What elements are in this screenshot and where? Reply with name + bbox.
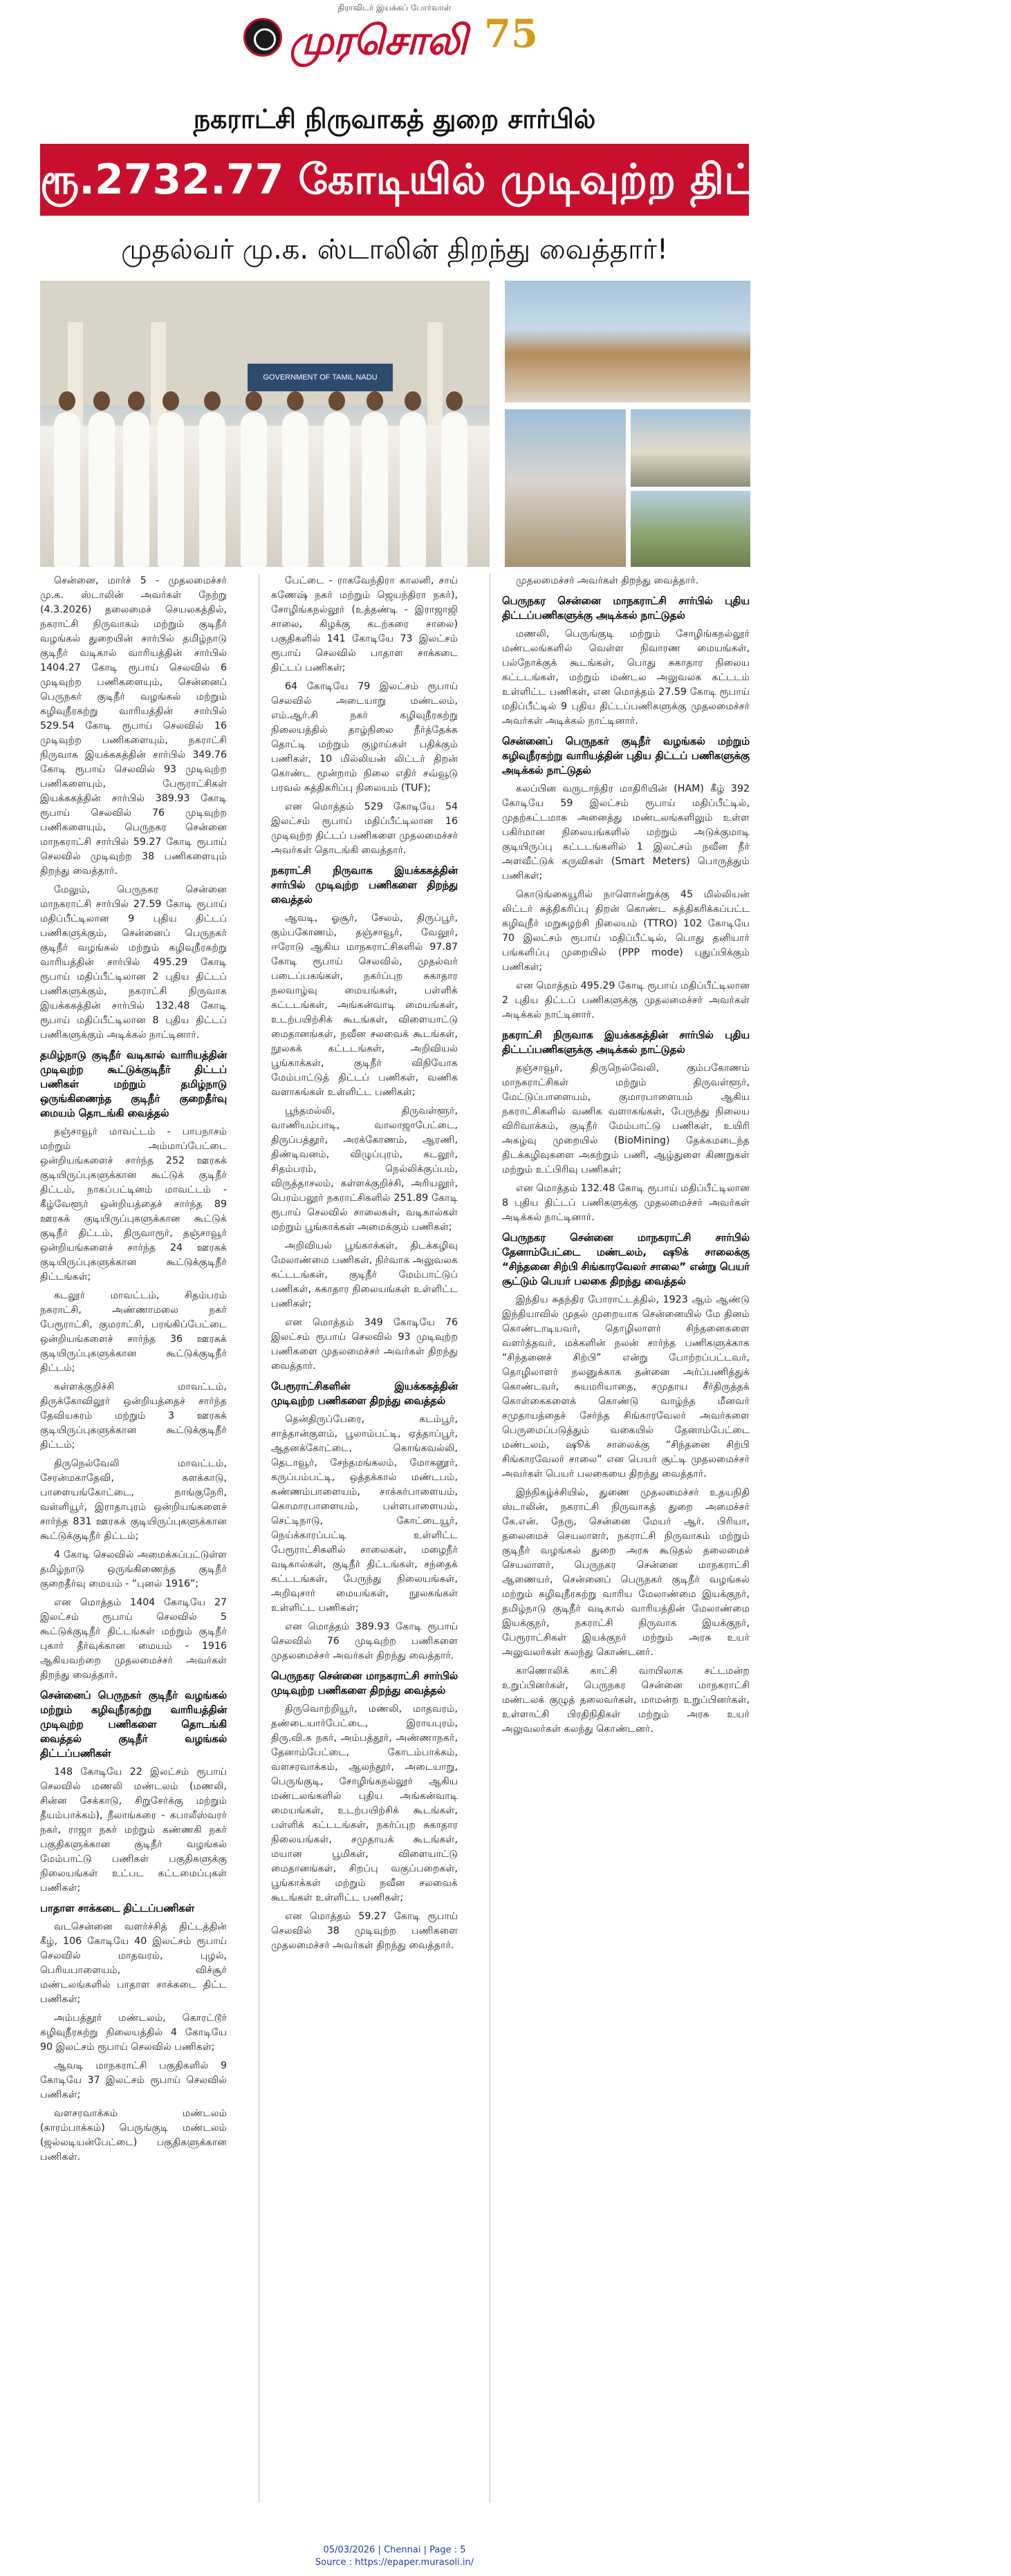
article-column-2	[271, 574, 458, 2503]
anniversary-badge	[484, 11, 538, 59]
paragraph: மேலும், பெருநகர சென்னை மாநகராட்சி சார்பில் 27.59 கோடி ரூபாய் மதிப்பீட்டிலான 9 புதிய திட்டப் பணிகளுக்கும், சென்னைப் பெருநகர் குடிநீர் வழங்கல் மற்றும் கழிவுநீரகற்று வாரியத்தின் சார்பில் 495.29 கோடி ரூபாய் மதிப்பீட்டிலான 2 புதிய திட்டப் பணிகளுக்கும், நகராட்சி நிருவாக இயக்ககத்தின் சார்பில் 132.48 கோடி ரூபாய் மதிப்பீட்டிலான 8 புதிய திட்டப் பணிகளுக்கும் அடிக்கல் நாட்டினார்.	[40, 884, 227, 1040]
paragraph: சென்னை, மார்ச் 5 - முதலமைச்சர் மு.க. ஸ்டாலின் அவர்கள் நேற்று (4.3.2026) தலைமைச் செயலகத்தில், நகராட்சி நிருவாகம் மற்றும் குடிநீர் வழங்கல் துறையின் சார்பில் தமிழ்நாடு குடிநீர் வடிகால் வாரியத்தின் சார்பில் 1404.27 கோடி ரூபாய் செலவில் 6 முடிவுற்ற பணிகளையும், சென்னைப் பெருநகர் குடிநீர் வழங்கல் மற்றும் கழிவுநீரகற்று வாரியத்தின் சார்பில் 529.54 கோடி ரூபாய் செலவில் 16 முடிவுற்ற பணிகளையும், நகராட்சி நிருவாக இயக்ககத்தின் சார்பில் 349.76 கோடி ரூபாய் செலவில் 93 முடிவுற்ற பணிகளையும், பேரூராட்சிகள் இயக்ககத்தின் சார்பில் 389.93 கோடி ரூபாய் செலவில் 76 முடிவுற்ற பணிகளையும், பெருநகர சென்னை மாநகராட்சி சார்பில் 59.27 கோடி ரூபாய் செலவில் முடிவுற்ற 38 பணிகளையும் திறந்து வைத்தார்.	[40, 575, 227, 877]
footer-source-line[interactable]: Source : https://epaper.murasoli.in/	[315, 2557, 474, 2568]
paragraph: மணலி, பெருங்குடி மற்றும் சோழிங்கநல்லூர் மண்டலங்களில் வெள்ள நிவாரண மையங்கள், பல்நோக்குக் கூடங்கள், பொது சுகாதார நிலைய கட்டடங்கள், மற்றும் மண்டல அலுவலக கட்டடம் உள்ளிட்ட பணிகள், என மொத்தம் 27.59 கோடி ரூபாய் மதிப்பீட்டில் 9 புதிய திட்டப்பணிகளுக்கு முதலமைச்சர் அவர்கள் அடிக்கல் நாட்டினார்.	[502, 628, 750, 727]
paragraph: ஆவடி மாநகராட்சி பகுதிகளில் 9 கோடியே 37 இலட்சம் ரூபாய் செலவில் பணிகள்;	[40, 2060, 227, 2100]
section-heading: பெருநகர சென்னை மாநகராட்சி சார்பில் புதிய திட்டப்பணிகளுக்கு அடிக்கல் நாட்டுதல்	[502, 595, 750, 622]
project-photo-building	[505, 281, 750, 402]
page-footer	[0, 2544, 789, 2569]
paragraph: பேட்டை - ராகவேந்திரா காலனி, சாய் கணேஷ் நகர் மற்றும் ஜெயந்திரா நகர்), சோழிங்கநல்லூர் (உத்தண்டி - இராஜாஜி சாலை, கிழக்கு கடற்கரை சாலை) பகுதிகளில் 141 கோடியே 73 இலட்சம் ரூபாய் செலவில் பாதாள சாக்கடை திட்டப் பணிகள்;	[271, 575, 458, 673]
project-photo-park	[631, 491, 750, 567]
paragraph: என மொத்தம் 132.48 கோடி ரூபாய் மதிப்பீட்டிலான 8 புதிய திட்டப் பணிகளுக்கு முதலமைச்சர் அவர்கள் அடிக்கல் நாட்டினார்.	[502, 1183, 750, 1223]
masthead-tagline: திராவிடர் இயக்கப் போர்வாள்	[337, 3, 452, 12]
article-column-3	[502, 574, 750, 2503]
paragraph: வளசரவாக்கம் மண்டலம் (காரம்பாக்கம்) பெருங்குடி மண்டலம் (ஜல்லடியன்பேட்டை) பகுதிகளுக்கான பணிகள்.	[40, 2108, 227, 2163]
section-heading: பாதாள சாக்கடை திட்டப்பணிகள்	[40, 1903, 194, 1914]
paragraph: தஞ்சாவூர் மாவட்டம் - பாபநாசம் மற்றும் அம்மாப்பேட்டை ஒன்றியங்களைச் சார்ந்த 252 ஊரகக் குடியிருப்புகளுக்கான கூட்டுக் குடிநீர் திட்டம், நாகப்பட்டினம் மாவட்டம் - கீழ்வேளூர் ஒன்றியத்தைச் சார்ந்த 89 ஊரகக் குடியிருப்புகளுக்கான கூட்டுக் குடிநீர் திட்டம், திருவாரூர், தஞ்சாவூர் ஒன்றியங்களைச் சார்ந்த 24 ஊரகக் குடியிருப்புகளுக்கான கூட்டுக்குடிநீர் திட்டங்கள்;	[40, 1126, 227, 1282]
paragraph: இந்நிகழ்ச்சியில், துணை முதலமைச்சர் உதயநிதி ஸ்டாலின், நகராட்சி நிருவாகத் துறை அமைச்சர் கே.என். நேரு, சென்னை மேயர் ஆர். பிரியா, தலைமைச் செயலாளர், நகராட்சி நிருவாகம் மற்றும் குடிநீர் வழங்கல் துறை அரசு கூடுதல் தலைமைச் செயலாளர், பெருநகர சென்னை மாநகராட்சி ஆணையர், சென்னைப் பெருநகர் குடிநீர் வழங்கல் மற்றும் கழிவுநீரகற்று வாரிய மேலாண்மை இயக்குநர், தமிழ்நாடு குடிநீர் வடிகால் வாரியத்தின் மேலாண்மை இயக்குநர், நகராட்சி நிருவாக இயக்குநர், பேரூராட்சிகள் இயக்குநர் மற்றும் அரசு உயர் அலுவலர்கள் கலந்து கொண்டனர்.	[502, 1487, 750, 1658]
paragraph: வடசென்னை வளர்ச்சித் திட்டத்தின் கீழ், 106 கோடியே 40 இலட்சம் ரூபாய் செலவில் மாதவரம், புழல், பெரியபாளையம், விச்சூர் மண்டலங்களில் பாதாள சாக்கடை திட்ட பணிகள்;	[40, 1921, 227, 2005]
section-heading: பெருநகர சென்னை மாநகராட்சி சார்பில் தேனாம்பேட்டை மண்டலம், ஷூக் சாலைக்கு “சிந்தனை சிற்பி சிங்காரவேலர் சாலை” என்று பெயர் சூட்டும் பெயர் பலகை திறந்து வைத்தல்	[502, 1232, 750, 1287]
brand-logo: முரசொலி	[289, 17, 467, 64]
section-heading: சென்னைப் பெருநகர் குடிநீர் வழங்கல் மற்றும் கழிவுநீரகற்று வாரியத்தின் புதிய திட்டப் பணிகளுக்கு அடிக்கல் நாட்டுதல்	[502, 736, 750, 776]
emblem-icon	[243, 18, 282, 57]
paragraph: கள்ளக்குறிச்சி மாவட்டம், திருக்கோவிலூர் ஒன்றியத்தைச் சார்ந்த தேவியகரம் மற்றும் 3 ஊரகக் குடியிருப்புகளுக்கான கூட்டுக்குடிநீர் திட்டம்;	[40, 1381, 227, 1450]
subheadline: முதல்வர் மு.க. ஸ்டாலின் திறந்து வைத்தார்!	[121, 234, 668, 265]
paragraph: 4 கோடி செலவில் அமைக்கப்பட்டுள்ள தமிழ்நாடு ஒருங்கிணைந்த குடிநீர் குறைதீர்வு மையம் - “புனல் 1916”;	[40, 1549, 227, 1589]
main-event-photo	[40, 281, 490, 567]
paragraph: பூந்தமல்லி, திருவள்ளூர், வாணியம்பாடி, வாலாஜாபேட்டை, திருப்பத்தூர், அரக்கோணம், ஆரணி, திண்டிவனம், விழுப்புரம், கடலூர், சிதம்பரம், நெல்லிக்குப்பம், விருத்தாசலம், கள்ளக்குறிச்சி, அரியலூர், பெரம்பலூர் நகராட்சிகளில் 251.89 கோடி ரூபாய் செலவில் சாலைகள், வடிகால்கள் மற்றும் பூங்காக்கள் அமைக்கும் பணிகள்;	[271, 1105, 458, 1233]
masthead	[0, 11, 789, 66]
footer-date-line: 05/03/2026 | Chennai | Page : 5	[323, 2545, 466, 2555]
paragraph: திருநெல்வேலி மாவட்டம், சேரன்மகாதேவி, களக்காடு, பாளையங்கோட்டை, நாங்குநேரி, வள்ளியூர், இராதாபுரம் ஒன்றியங்களைச் சார்ந்த 831 ஊரகக் குடியிருப்புகளுக்கான கூட்டுக்குடிநீர் திட்டம்;	[40, 1458, 227, 1542]
paragraph: 64 கோடியே 79 இலட்சம் ரூபாய் செலவில் அடையாறு மண்டலம், எம்.ஆர்.சி நகர் கழிவுநீரகற்று நிலையத்தில் தாழ்நிலை நீர்த்தேக்க தொட்டி மற்றும் குழாய்கள் பதிக்கும் பணிகள், 10 மில்லியன் லிட்டர் திறன் கொண்ட மூன்றாம் நிலை எதிர் சவ்வூடு பரவல் சுத்திகரிப்பு நிலையம் (TUF);	[271, 681, 458, 794]
department-line: நகராட்சி நிருவாகத் துறை சார்பில்	[193, 104, 596, 134]
paragraph: என மொத்தம் 349 கோடியே 76 இலட்சம் ரூபாய் செலவில் 93 முடிவுற்ற பணிகளை முதலமைச்சர் அவர்கள் திறந்து வைத்தார்.	[271, 1317, 458, 1372]
paragraph: காணொலிக் காட்சி வாயிலாக சட்டமன்ற உறுப்பினர்கள், பெருநகர சென்னை மாநகராட்சி மண்டலக் குழுத் தலைவர்கள், மாமன்ற உறுப்பினர்கள், உள்ளாட்சி பிரதிநிதிகள் மற்றும் அரசு உயர் அலுவலர்கள் கலந்து கொண்டனர்.	[502, 1665, 750, 1735]
section-heading: பெருநகர சென்னை மாநகராட்சி சார்பில் முடிவுற்ற பணிகளை திறந்து வைத்தல்	[271, 1670, 458, 1697]
paragraph: என மொத்தம் 59.27 கோடி ரூபாய் செலவில் 38 முடிவுற்ற பணிகளை முதலமைச்சர் அவர்கள் திறந்து வைத்தார்.	[271, 1911, 458, 1951]
paragraph: என மொத்தம் 495.29 கோடி ரூபாய் மதிப்பீட்டிலான 2 புதிய திட்டப் பணிகளுக்கு முதலமைச்சர் அவர்கள் அடிக்கல் நாட்டினார்.	[502, 980, 750, 1020]
section-heading: தமிழ்நாடு குடிநீர் வடிகால் வாரியத்தின் முடிவுற்ற கூட்டுக்குடிநீர் திட்டப் பணிகள் மற்றும் தமிழ்நாடு ஒருங்கிணைந்த குடிநீர் குறைதீர்வு மையம் தொடங்கி வைத்தல்	[40, 1049, 227, 1119]
project-photo-complex	[505, 409, 626, 567]
paragraph: ஆவடி, ஓசூர், சேலம், திருப்பூர், கும்பகோணம், தஞ்சாவூர், வேலூர், ஈரோடு ஆகிய மாநகராட்சிகளில் 97.87 கோடி ரூபாய் செலவில், முதல்வர் படைப்பகங்கள், நகர்ப்புற சுகாதார நலவாழ்வு மையங்கள், பள்ளிக் கட்டடங்கள், அங்கன்வாடி மையங்கள், உடற்பயிற்சிக் கூடங்கள், விளையாட்டு மைதானங்கள், நவீன சலவைக் கூடங்கள், நூலகக் கட்டடங்கள், அறிவியல் பூங்காக்கள், குடிநீர் விநியோக மேம்பாட்டுத் திட்டப் பணிகள், வணிக வளாகங்கள் உள்ளிட்ட பணிகள்;	[271, 913, 458, 1098]
headline: ரூ.2732.77 கோடியில் முடிவுற்ற திட்டப் பணிகள்!	[40, 144, 749, 216]
paragraph: தென்திருப்பேரை, கடம்பூர், சாத்தான்குளம், பூலாம்பட்டி, ஏத்தாப்பூர், ஆதனக்கோட்டை, கொங்கவல்லி, தெடாவூர், சேந்தமங்கலம், மோகனூர், கருப்பம்பட்டி, ஒத்தக்கால் மண்டபம், கண்ணம்பாளையம், சாக்கர்பாளையம், கொமாரபாளையம், பள்ளபாளையம், செட்டிநாடு, கோட்டையூர், நெய்க்காரப்பட்டி உள்ளிட்ட பேரூராட்சிகளில் சாலைகள், மழைநீர் வடிகால்கள், குடிநீர் திட்டங்கள், சந்தைக் கட்டடங்கள், பேருந்து நிலையங்கள், அறிவுசார் மையங்கள், நூலகங்கள் உள்ளிட்ட பணிகள்;	[271, 1414, 458, 1614]
paragraph: முதலமைச்சர் அவர்கள் திறந்து வைத்தார்.	[516, 575, 699, 586]
paragraph: கலப்பின வருடாந்திர மாதிரியின் (HAM) கீழ் 392 கோடியே 59 இலட்சம் ரூபாய் மதிப்பீட்டில், முதற்கட்டமாக அனைத்து மண்டலங்களிலும் உள்ள பகிர்மான நிலையங்களில் மற்றும் அடுக்குமாடி குடியிருப்பு கட்டடங்களில் 1 இலட்சம் நவீன நீர் அளவீட்டுக் கருவிகள் (Smart Meters) பொருத்தும் பணிகள்;	[502, 783, 750, 881]
anniversary-number: 75	[484, 11, 538, 57]
paragraph: கடலூர் மாவட்டம், சிதம்பரம் நகராட்சி, அண்ணாமலை நகர் பேரூராட்சி, குமராட்சி, பரங்கிப்பேட்டை ஒன்றியங்களைச் சார்ந்த 36 ஊரகக் குடியிருப்புகளுக்கான கூட்டுக்குடிநீர் திட்டம்;	[40, 1290, 227, 1374]
paragraph: தஞ்சாவூர், திருநெல்வேலி, கும்பகோணம் மாநகராட்சிகள் மற்றும் திருவள்ளூர், மேட்டுப்பாளையம், குமாரபாளையம் ஆகிய நகராட்சிகளில் வணிக வளாகங்கள், பேருந்து நிலைய விரிவாக்கம், குடிநீர் மேம்பாட்டு பணிகள், உயிரி அகழ்வு முறையில் (BioMining) தேக்கமடைந்த திடக்கழிவுகளை அகற்றும் பணி, ஆழ்துளை கிணறுகள் மற்றும் உட்பிரிவு பணிகள்;	[502, 1063, 750, 1175]
paragraph: என மொத்தம் 1404 கோடியே 27 இலட்சம் ரூபாய் செலவில் 5 கூட்டுக்குடிநீர் திட்டங்கள் மற்றும் குடிநீர் புகார் தீர்வுக்கான மையம் - 1916 ஆகியவற்றை முதலமைச்சர் அவர்கள் திறந்து வைத்தார்.	[40, 1597, 227, 1681]
article-column-1	[40, 574, 227, 2503]
paragraph: அம்பத்தூர் மண்டலம், கொரட்டூர் கழிவுநீரகற்று நிலையத்தில் 4 கோடியே 90 இலட்சம் ரூபாய் செலவில் பணிகள்;	[40, 2013, 227, 2053]
paragraph: என மொத்தம் 389.93 கோடி ரூபாய் செலவில் 76 முடிவுற்ற பணிகளை முதலமைச்சர் அவர்கள் திறந்து வைத்தார்.	[271, 1621, 458, 1661]
section-heading: சென்னைப் பெருநகர் குடிநீர் வழங்கல் மற்றும் கழிவுநீரகற்று வாரியத்தின் முடிவுற்ற பணிகளை தொடங்கி வைத்தல் குடிநீர் வழங்கல் திட்டப்பணிகள்	[40, 1690, 227, 1760]
paragraph: அறிவியல் பூங்காக்கள், திடக்கழிவு மேலாண்மை பணிகள், நிர்வாக அலுவலக கட்டடங்கள், குடிநீர் மேம்பாட்டுப் பணிகள், சுகாதார நிலையங்கள் உள்ளிட்ட பணிகள்;	[271, 1240, 458, 1309]
paragraph: கொடுங்கையூரில் நாளொன்றுக்கு 45 மில்லியன் லிட்டர் சுத்திகரிப்பு திறன் கொண்ட சுத்திகரிக்கப்பட்ட கழிவுநீர் மறுசுழற்சி நிலையம் (TTRO) 102 கோடியே 70 இலட்சம் ரூபாய் மதிப்பீட்டில், பொது தனியார் பங்களிப்பு முறையில் (PPP mode) புதுப்பிக்கும் பணிகள்;	[502, 889, 750, 973]
project-photo-facility	[631, 409, 750, 487]
photo-board: GOVERNMENT OF TAMIL NADU	[248, 364, 393, 391]
section-heading: நகராட்சி நிருவாக இயக்ககத்தின் சார்பில் புதிய திட்டப்பணிகளுக்கு அடிக்கல் நாட்டுதல்	[502, 1029, 750, 1056]
section-heading: நகராட்சி நிருவாக இயக்ககத்தின் சார்பில் முடிவுற்ற பணிகளை திறந்து வைத்தல்	[271, 865, 458, 906]
paragraph: இந்திய சுதந்திர போராட்டத்தில், 1923 ஆம் ஆண்டு இந்தியாவில் முதல் முறையாக சென்னையில் மே தினம் கொண்டாடியவர், தொழிலாளர் சிந்தனைகளை வளர்த்தவர், மக்களின் நலன் சார்ந்த பணிகளுக்காக “சிந்தனைச் சிற்பி” என்று போற்றப்பட்டவர், தொழிலாளர் நலனுக்காக தன்னை அர்ப்பணித்துக் கொண்டவர், சுயமரியாதை, சமுதாய சீர்திருத்தக் கொள்கைகளைக் கொண்டு வாழ்ந்த மீனவர் சமுதாயத்தைச் சேர்ந்த சிங்காரவேலர் அவர்களை பெருமைப்படுத்தும் வகையில் தேனாம்பேட்டை மண்டலம், ஷூக் சாலைக்கு “சிந்தனை சிற்பி சிங்காரவேலர் சாலை” என பெயர் சூட்டி முதலமைச்சர் அவர்கள் பெயர் பலகையை திறந்து வைத்தார்.	[502, 1294, 750, 1480]
paragraph: திருவொற்றியூர், மணலி, மாதவரம், தண்டையார்பேட்டை, இராயபுரம், திரு.வி.க நகர், அம்பத்தூர், அண்ணாநகர், தேனாம்பேட்டை, கோடம்பாக்கம், வளசரவாக்கம், ஆலந்தூர், அடையாறு, பெருங்குடி, சோழிங்கநல்லூர் ஆகிய மண்டலங்களில் புதிய அங்கன்வாடி மையங்கள், உடற்பயிற்சிக் கூடங்கள், பள்ளிக் கட்டடங்கள், நகர்ப்புற சுகாதார நிலையங்கள், சமுதாயக் கூடங்கள், மயான பூமிகள், விளையாட்டு மைதானங்கள், சிறப்பு வகுப்பறைகள், பூங்காக்கள் மற்றும் நவீன சலவைக் கூடங்கள் உள்ளிட்ட பணிகள்;	[271, 1704, 458, 1903]
section-heading: பேரூராட்சிகளின் இயக்ககத்தின் முடிவுற்ற பணிகளை திறந்து வைத்தல்	[271, 1381, 458, 1407]
paragraph: 148 கோடியே 22 இலட்சம் ரூபாய் செலவில் மணலி மண்டலம் (மணலி, சின்ன சேக்காடு, சிறுசேர்க்கு மற்றும் தீயம்பாக்கம்), நீலாங்கரை - கபாலீஸ்வரர் நகர், ராஜா நகர் மற்றும் கண்ணகி நகர் பகுதிகளுக்கான குடிநீர் வழங்கல் மேம்பாட்டு பணிகள் பகுதிகளுக்கு நிலையங்கள் உட்பட கட்டமைப்புகள் பணிகள்;	[40, 1766, 227, 1894]
paragraph: என மொத்தம் 529 கோடியே 54 இலட்சம் ரூபாய் மதிப்பீட்டிலான 16 முடிவுற்ற திட்டப் பணிகளை முதலமைச்சர் அவர்கள் தொடங்கி வைத்தார்.	[271, 801, 458, 856]
